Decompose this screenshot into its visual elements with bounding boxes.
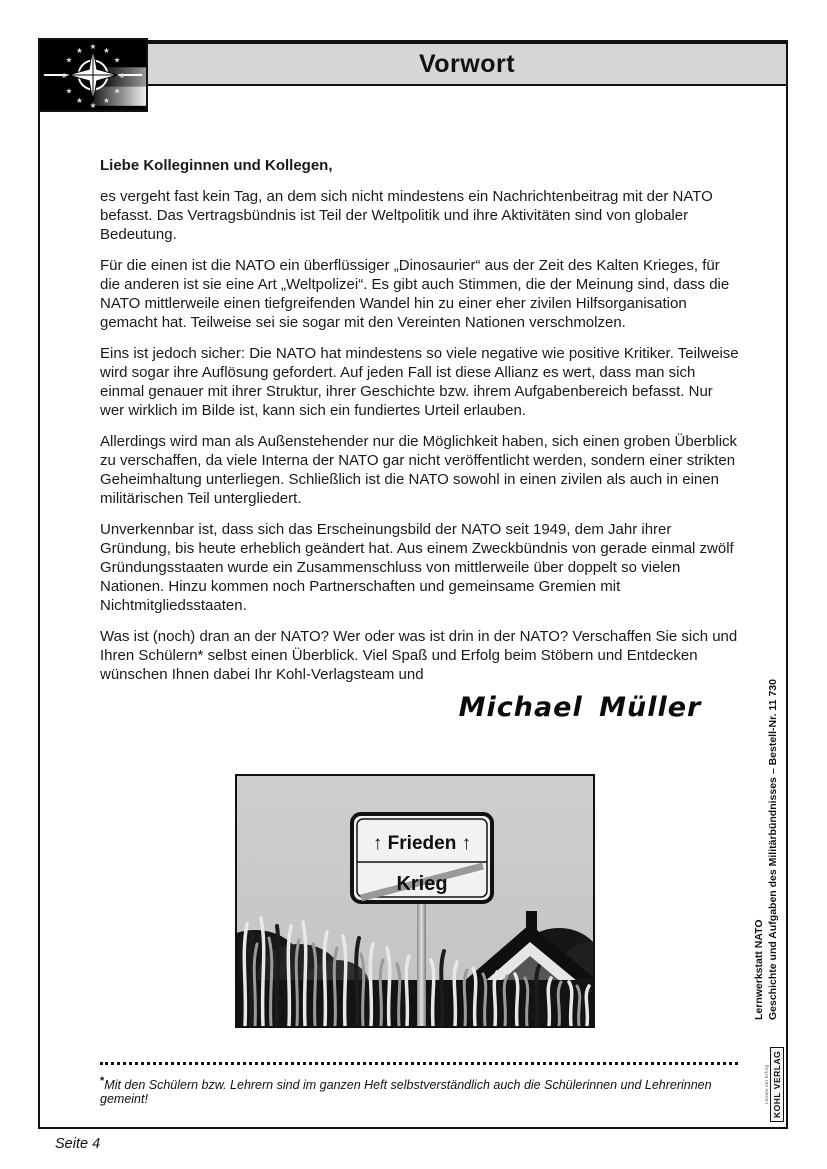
sign-frieden-text: ↑ Frieden ↑ [372, 833, 472, 854]
svg-text:★: ★ [103, 95, 110, 105]
signature: Michael Müller [458, 692, 702, 723]
svg-text:★: ★ [65, 55, 73, 65]
page-number: Seite 4 [55, 1136, 101, 1152]
publisher-name: KOHL VERLAG [770, 1047, 784, 1122]
town-exit-sign [352, 814, 492, 902]
svg-text:★: ★ [65, 86, 73, 96]
nato-logo-box [38, 38, 148, 112]
salutation: Liebe Kolleginnen und Kollegen, [100, 157, 333, 174]
footnote-asterisk: * [100, 1075, 105, 1087]
svg-text:★: ★ [76, 45, 83, 55]
page-title: Vorwort [418, 49, 516, 78]
roadsign-photo-art [237, 776, 593, 1026]
publisher-wordmark [764, 1047, 784, 1122]
svg-text:★: ★ [113, 55, 121, 65]
svg-text:★: ★ [60, 70, 68, 80]
paragraph: Eins ist jedoch sicher: Die NATO hat mindestens so viele negative wie positive Kritiker. Teilweise wird sogar ihre Auflösung gefordert. Auf jeden Fall ist diese Allianz es wert, dass man sich einmal genauer mit ihrer Struktur, ihrer Geschichte bzw. ihrem Aufgabenbereich befasst. Nur wer wirklich im Bilde ist, kann sich ein fundiertes Urteil erlauben. [100, 345, 739, 419]
svg-text:★: ★ [89, 100, 97, 110]
paragraph: Was ist (noch) dran an der NATO? Wer oder was ist drin in der NATO? Verschaffen Sie sich und Ihren Schülern* selbst einen Überblick. Viel Spaß und Erfolg beim Stöbern und Entdecken wünschen Ihnen dabei Ihr Kohl-Verlagsteam und [100, 628, 738, 683]
paragraph: es vergeht fast kein Tag, an dem sich nicht mindestens ein Nachrichtenbeitrag mit der NATO befasst. Das Vertragsbündnis ist Teil der Weltpolitik und ihre Aktivitäten sind von globaler Bedeutung. [100, 188, 713, 243]
paragraph: Für die einen ist die NATO ein überflüssiger „Dinosaurier“ aus der Zeit des Kalten Krieges, für die anderen ist sie eine Art „Weltpolizei“. Es gibt auch Stimmen, die der Meinung sind, dass die NATO mittlerweile einen tiefgreifenden Wandel hin zu einer eher zivilen Hilfsorganisation gemacht hat. Teilweise sei sie sogar mit den Vereinten Nationen verschmolzen. [100, 257, 730, 331]
nato-compass-icon [40, 40, 146, 110]
sign-pole [417, 898, 426, 1026]
paragraph: Allerdings wird man als Außenstehender nur die Möglichkeit haben, sich einen groben Überblick zu verschaffen, da viele Interna der NATO gar nicht veröffentlicht werden, sondern einer strikten Geheimhaltung unterliegen. Schließlich ist die NATO sowohl in einen zivilen als auch in einen militärischen Teil untergliedert. [100, 433, 738, 507]
svg-text:★: ★ [113, 86, 121, 96]
roadsign-photo [235, 774, 595, 1028]
dotted-divider [100, 1062, 738, 1065]
svg-text:★: ★ [118, 70, 126, 80]
paragraph: Unverkennbar ist, dass sich das Erscheinungsbild der NATO seit 1949, dem Jahr ihrer Gründung, bis heute erheblich geändert hat. Aus einem Zweckbündnis von gerade einmal zwölf Gründungsstaaten wurde ein Zusammenschluss von mittlerweile über doppelt so vielen Nationen. Hinzu kommen noch Partnerschaften und gemeinsame Gremien mit Nichtmitgliedsstaaten. [100, 521, 734, 614]
footnote-text: Mit den Schülern bzw. Lehrern sind im ganzen Heft selbstverständlich auch die Schülerinnen und Lehrerinnen gemeint! [100, 1078, 712, 1107]
imprint-series-title: Lernwerkstatt NATO [753, 919, 765, 1020]
imprint-subtitle-ordernumber: Geschichte und Aufgaben des Militärbündnisses – Bestell-Nr. 11 730 [766, 679, 779, 1020]
header-bar [146, 42, 788, 86]
kohl-verlag-logo [746, 1050, 794, 1124]
footnote [100, 1075, 740, 1106]
sidebar-imprint [753, 680, 780, 1020]
svg-text:★: ★ [89, 41, 97, 51]
publisher-tagline: Lernen mit Erfolg [764, 1064, 769, 1105]
svg-text:★: ★ [103, 45, 110, 55]
svg-text:★: ★ [76, 95, 83, 105]
body-text [100, 156, 740, 696]
sign-krieg-text: Krieg [396, 873, 448, 895]
